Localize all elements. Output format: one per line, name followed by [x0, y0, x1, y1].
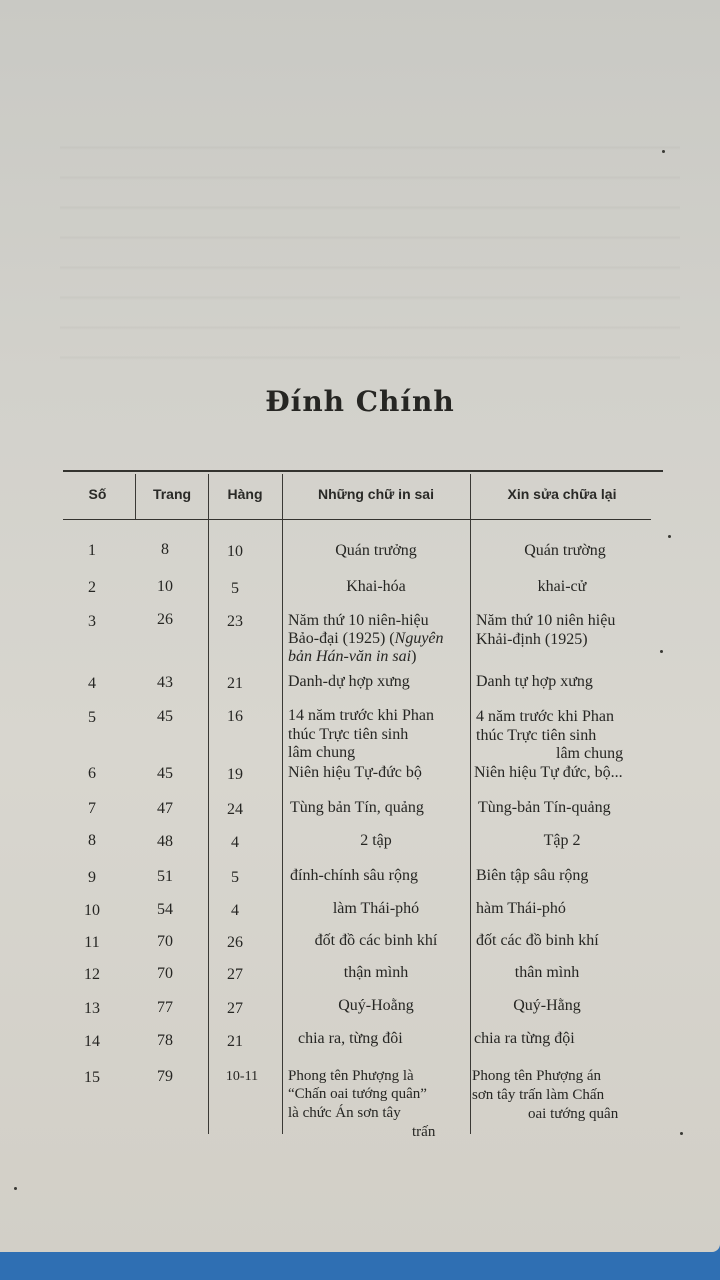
row-number: 3 [88, 613, 96, 630]
row-line: 19 [227, 766, 243, 783]
row-line: 10 [227, 543, 243, 560]
row-error-text: Phong tên Phượng là [288, 1068, 414, 1084]
row-error-text: Quán trưởng [335, 542, 417, 559]
row-correction-text: thúc Trực tiên sinh [476, 727, 597, 744]
row-error-text: Quý-Hoằng [338, 997, 414, 1014]
row-correction-text: hàm Thái-phó [476, 900, 566, 917]
row-number: 1 [88, 542, 96, 559]
row-correction-text: Danh tự hợp xưng [476, 673, 593, 690]
row-line: 10-11 [225, 1069, 259, 1084]
row-line: 27 [227, 1000, 243, 1017]
row-page: 51 [157, 868, 173, 885]
row-correction-text: Biên tập sâu rộng [476, 867, 589, 884]
row-page: 8 [161, 541, 169, 558]
paper-speck [14, 1187, 17, 1190]
row-error-text: thúc Trực tiên sinh [288, 726, 409, 743]
bleed-through-text [60, 120, 680, 380]
table-header-rule [63, 519, 651, 520]
row-error-text: Khai-hóa [346, 578, 406, 595]
paper-speck [680, 1132, 683, 1135]
row-correction-text: Tùng-bản Tín-quảng [478, 799, 611, 816]
row-line: 5 [231, 869, 239, 886]
row-correction-text: Quý-Hằng [513, 997, 581, 1014]
header-sua-lai: Xin sửa chữa lại [507, 486, 617, 502]
row-error-text-part: ) [411, 648, 417, 665]
row-error-text: Niên hiệu Tự-đức bộ [288, 764, 422, 781]
row-number: 5 [88, 709, 96, 726]
row-error-text-italic: Nguyên [394, 630, 444, 647]
row-correction-text: chia ra từng đội [474, 1030, 575, 1047]
row-correction-text: thân mình [514, 964, 580, 981]
row-error-text [288, 648, 416, 666]
row-line: 16 [227, 708, 243, 725]
row-line: 24 [227, 801, 243, 818]
row-error-text: thận mình [343, 964, 409, 981]
row-correction-text: 4 năm trước khi Phan [476, 708, 614, 725]
column-divider [282, 474, 283, 1134]
row-line: 23 [227, 613, 243, 630]
row-page: 47 [157, 800, 173, 817]
row-page: 45 [157, 765, 173, 782]
row-error-text-part: Bảo-đại (1925) ( [288, 630, 395, 647]
row-error-text [288, 630, 444, 648]
row-correction-text: sơn tây trấn làm Chấn [472, 1087, 605, 1103]
row-correction-text: đốt các đồ binh khí [476, 932, 599, 949]
row-number: 12 [84, 966, 100, 983]
row-error-text: 14 năm trước khi Phan [288, 707, 434, 724]
row-error-text: đốt đồ các binh khí [314, 932, 438, 949]
row-correction-text: Quán trường [524, 542, 606, 559]
row-line: 21 [227, 675, 243, 692]
row-correction-text: lâm chung [556, 745, 624, 762]
row-correction-text: Phong tên Phượng án [472, 1068, 601, 1084]
row-number: 7 [88, 800, 96, 817]
row-number: 6 [88, 765, 96, 782]
column-divider [208, 474, 209, 1134]
row-error-text: Tùng bản Tín, quảng [290, 799, 424, 816]
row-line: 4 [231, 834, 239, 851]
row-correction-text: khai-cử [537, 578, 587, 595]
row-page: 78 [157, 1032, 173, 1049]
row-error-text: đính-chính sâu rộng [290, 867, 418, 884]
row-line: 5 [231, 580, 239, 597]
row-number: 8 [88, 832, 96, 849]
row-correction-text: Năm thứ 10 niên hiệu [476, 612, 616, 629]
row-number: 15 [84, 1069, 100, 1086]
row-number: 2 [88, 579, 96, 596]
row-number: 10 [84, 902, 100, 919]
row-line: 27 [227, 966, 243, 983]
row-page: 54 [157, 901, 173, 918]
row-error-text: làm Thái-phó [332, 900, 420, 917]
page-title: Đính Chính [265, 385, 455, 418]
row-error-text: “Chấn oai tướng quân” [288, 1086, 427, 1102]
header-in-sai: Những chữ in sai [318, 486, 434, 502]
header-trang: Trang [152, 486, 192, 502]
row-page: 70 [157, 965, 173, 982]
paper-speck [662, 150, 665, 153]
row-page: 70 [157, 933, 173, 950]
row-number: 11 [84, 934, 100, 951]
row-number: 14 [84, 1033, 100, 1050]
row-error-text: 2 tập [360, 832, 392, 849]
row-number: 4 [88, 675, 96, 692]
row-error-text: là chức Án sơn tây [288, 1105, 401, 1121]
row-page: 77 [157, 999, 173, 1016]
column-divider [470, 474, 471, 1134]
header-hang: Hàng [227, 486, 263, 502]
row-page: 48 [157, 833, 173, 850]
row-correction-text: Khải-định (1925) [476, 631, 588, 648]
row-page: 26 [157, 611, 173, 628]
row-error-text-italic: bản Hán-văn in sai [288, 648, 412, 665]
paper-speck [668, 535, 671, 538]
row-page: 10 [157, 578, 173, 595]
row-page: 43 [157, 674, 173, 691]
row-error-text: trấn [412, 1124, 436, 1140]
row-line: 21 [227, 1033, 243, 1050]
row-error-text: lâm chung [288, 744, 356, 761]
row-error-text: chia ra, từng đôi [298, 1030, 403, 1047]
row-correction-text: Tập 2 [543, 832, 581, 849]
header-so: Số [88, 486, 107, 502]
row-correction-text: Niên hiệu Tự đức, bộ... [474, 764, 623, 781]
row-number: 13 [84, 1000, 100, 1017]
row-number: 9 [88, 869, 96, 886]
row-error-text: Năm thứ 10 niên-hiệu [288, 612, 429, 629]
row-page: 45 [157, 708, 173, 725]
row-line: 4 [231, 902, 239, 919]
row-error-text: Danh-dự hợp xưng [288, 673, 410, 690]
column-divider [135, 474, 136, 519]
table-top-rule [63, 470, 663, 472]
row-line: 26 [227, 934, 243, 951]
row-correction-text: oai tướng quân [528, 1106, 619, 1122]
paper-speck [660, 650, 663, 653]
row-page: 79 [157, 1068, 173, 1085]
